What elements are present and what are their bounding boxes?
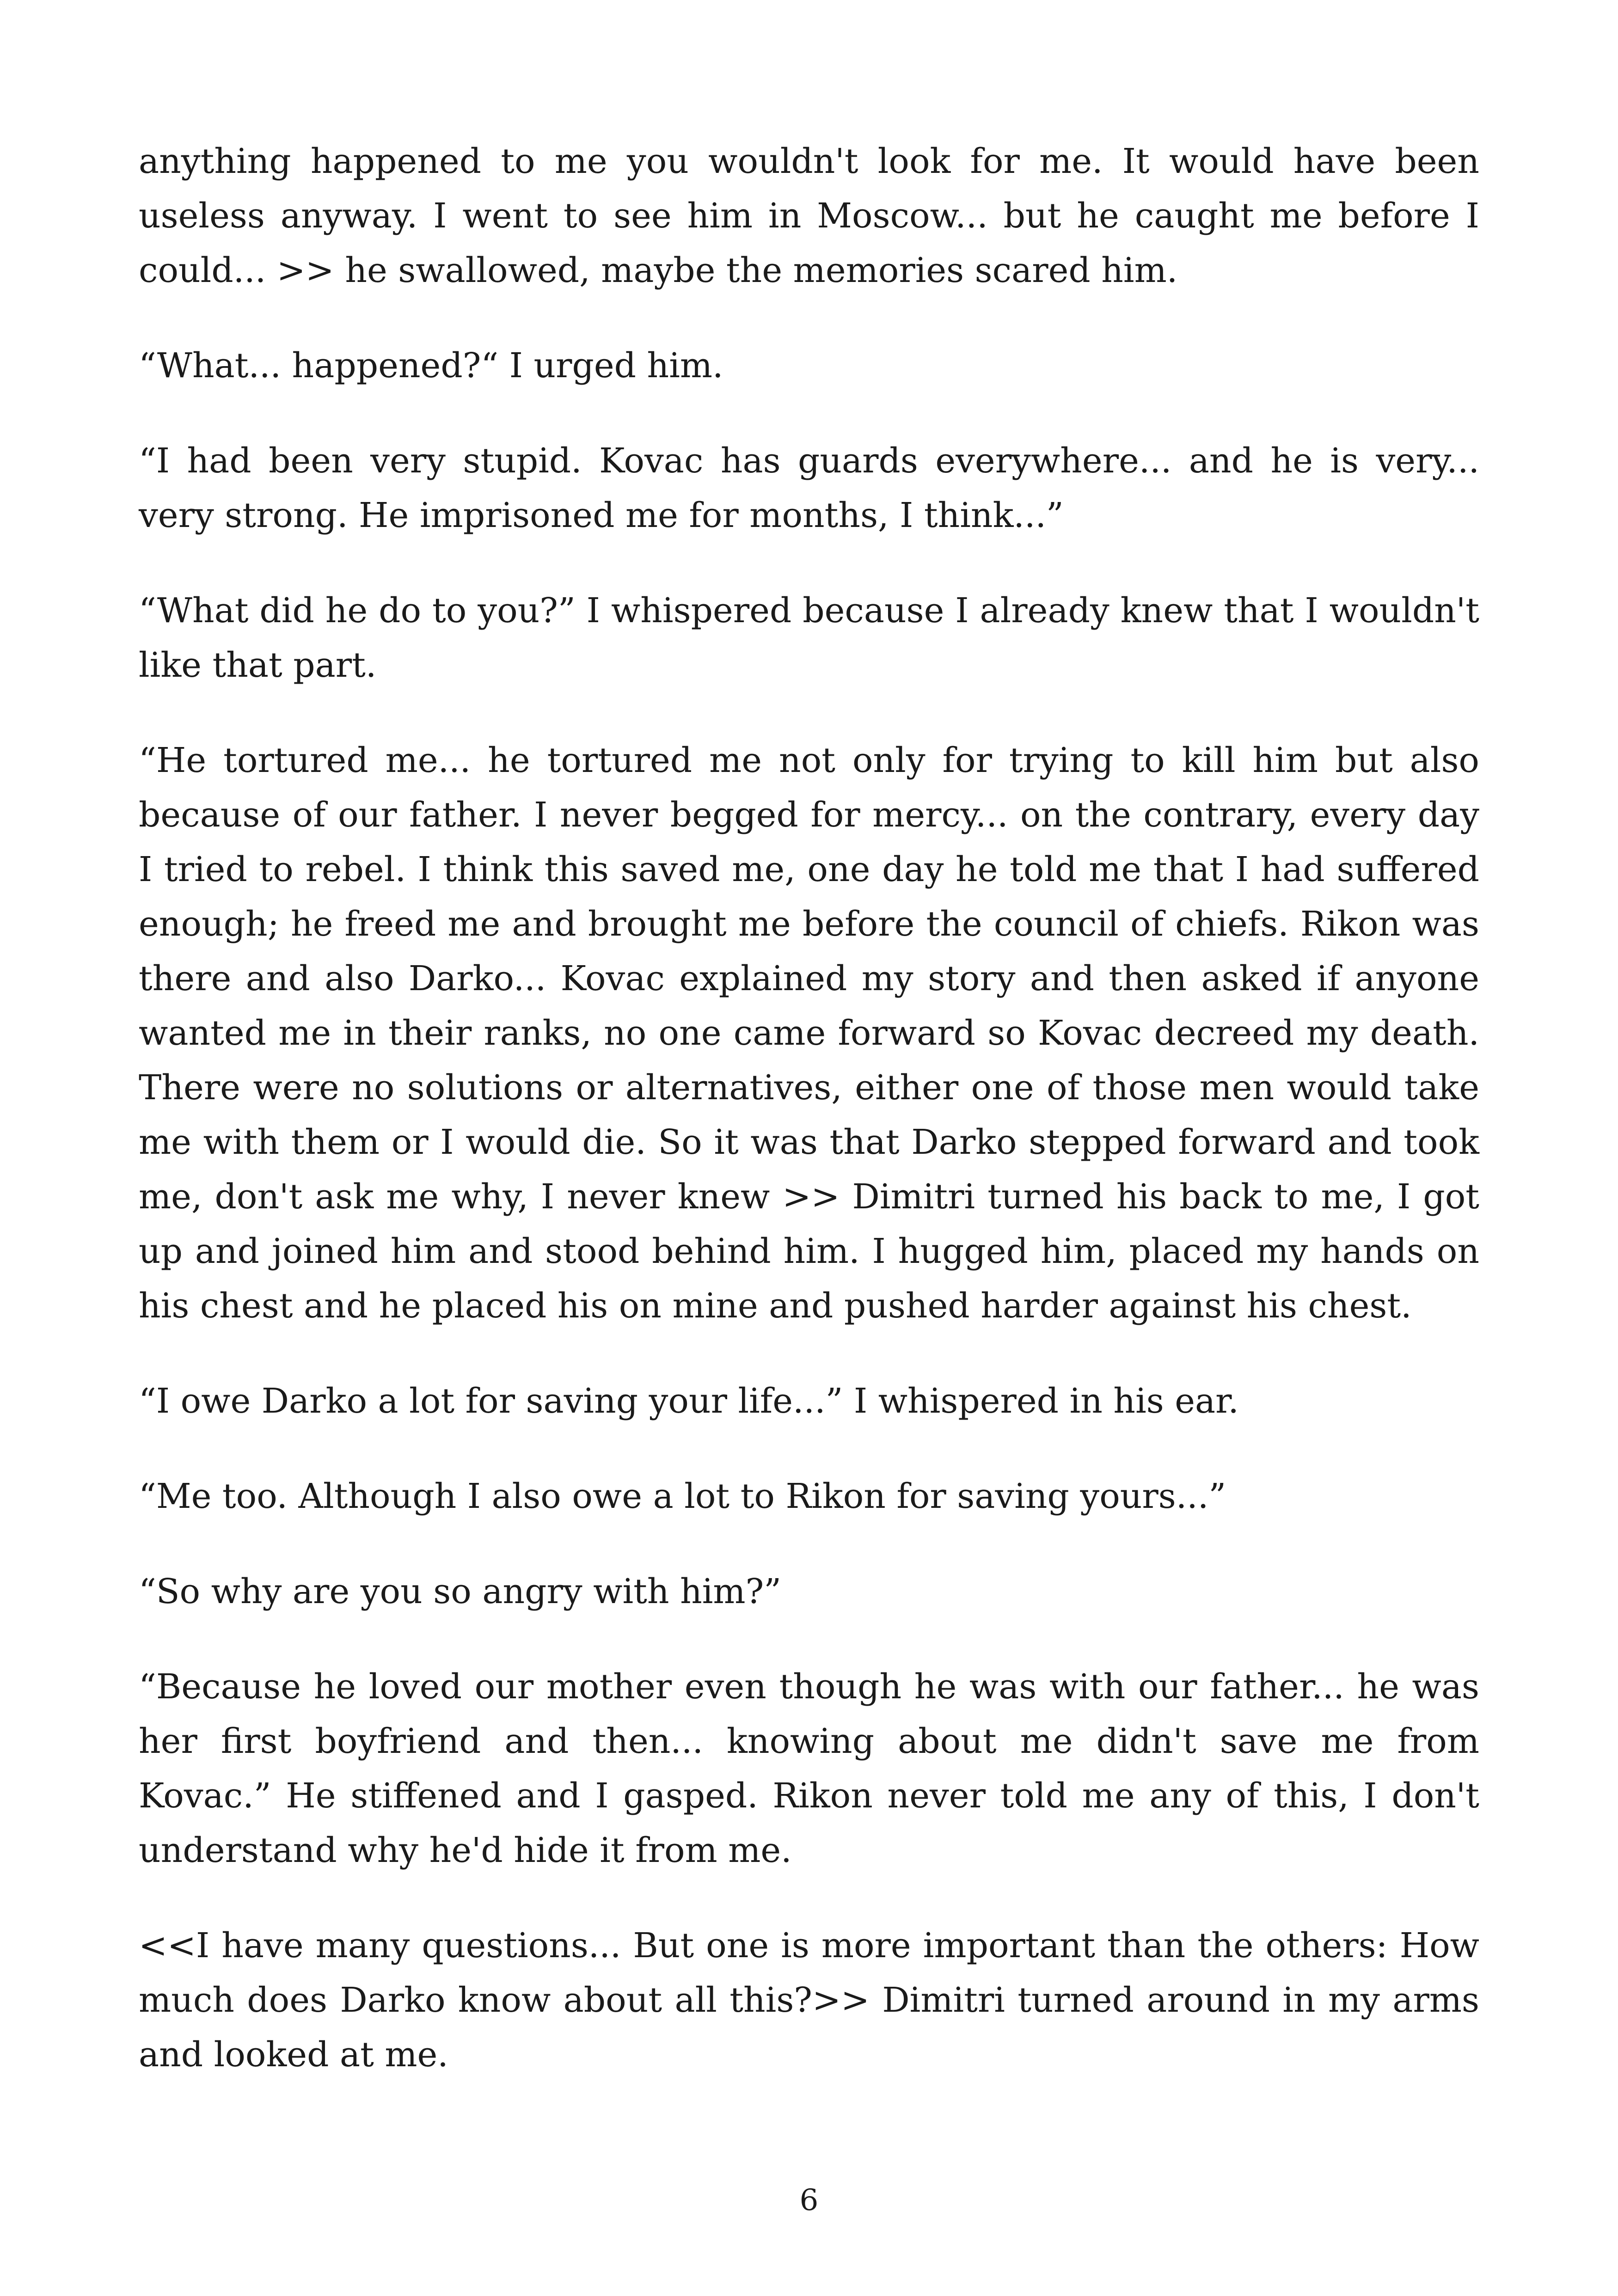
paragraph: “I owe Darko a lot for saving your life...” I whispered in his ear. [139, 1381, 1239, 1421]
paragraph: “I had been very stupid. Kovac has guards everywhere... and he is very... very strong. He imprisoned me for months, I think...” [139, 441, 1479, 535]
paragraph: anything happened to me you wouldn't look for me. It would have been useless anyway. I went to see him in Moscow... but he caught me before I could... >> he swallowed, maybe the memories scared him. [139, 141, 1479, 290]
paragraph: <<I have many questions... But one is more important than the others: How much does Darko know about all this?>> Dimitri turned around in my arms and looked at me. [139, 1926, 1479, 2075]
paragraph: “So why are you so angry with him?” [139, 1572, 782, 1611]
paragraph: “Because he loved our mother even though he was with our father... he was her first boyfriend and then... knowing about me didn't save me from Kovac.” He stiffened and I gasped. Rikon never told me any of this, I don't understand why he'd hide it from me. [139, 1667, 1479, 1870]
paragraph: “What... happened?“ I urged him. [139, 346, 723, 386]
page-number: 6 [799, 2183, 819, 2217]
paragraph: “He tortured me... he tortured me not only for trying to kill him but also because of our father. I never begged for mercy... on the contrary, every day I tried to rebel. I think this saved me, one day he told me that I had suffered enough; he freed me and brought me before the council of chiefs. Rikon was there and also Darko... Kovac explained my story and then asked if anyone wanted me in their ranks, no one came forward so Kovac decreed my death. There were no solutions or alternatives, either one of those men would take me with them or I would die. So it was that Darko stepped forward and took me, don't ask me why, I never knew >> Dimitri turned his back to me, I got up and joined him and stood behind him. I hugged him, placed my hands on his chest and he placed his on mine and pushed harder against his chest. [139, 741, 1479, 1326]
body-text [139, 134, 1479, 2123]
paragraph: “What did he do to you?” I whispered because I already knew that I wouldn't like that part. [139, 591, 1479, 685]
paragraph: “Me too. Although I also owe a lot to Rikon for saving yours...” [139, 1476, 1226, 1516]
